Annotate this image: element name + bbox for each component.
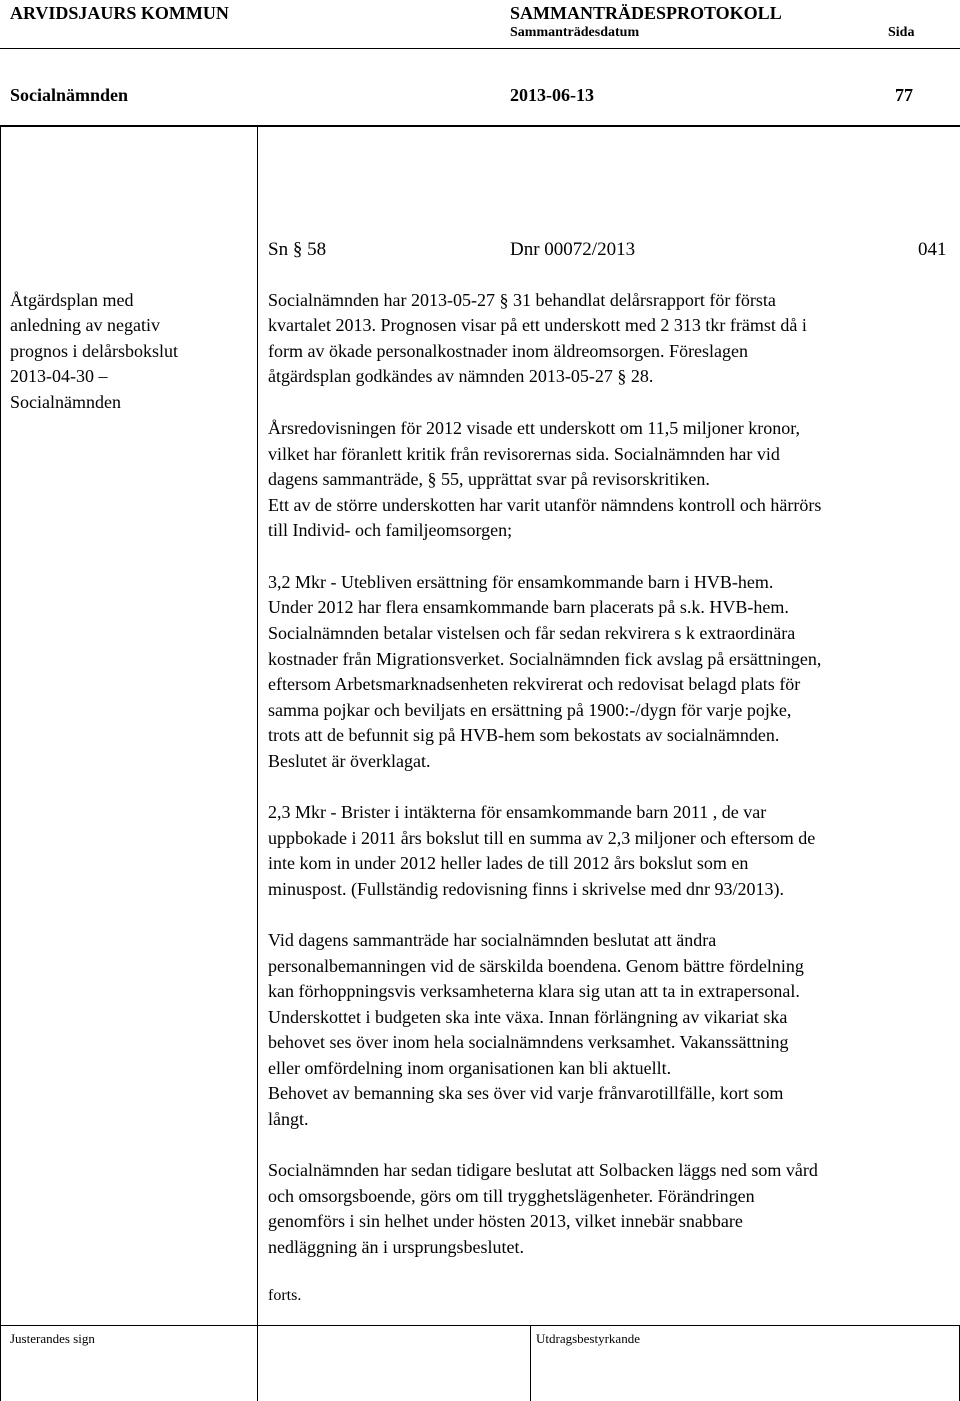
body-line: nedläggning än i ursprungsbeslutet.	[268, 1237, 524, 1257]
body-line: dagens sammanträde, § 55, upprättat svar på revisorskritiken.	[268, 469, 710, 489]
body-line: Under 2012 har flera ensamkommande barn placerats på s.k. HVB-hem.	[268, 597, 789, 617]
body-line: Ett av de större underskotten har varit utanför nämndens kontroll och härrörs	[268, 495, 822, 515]
committee-name: Socialnämnden	[10, 85, 129, 105]
body-line: och omsorgsboende, görs om till trygghetslägenheter. Förändringen	[268, 1186, 755, 1206]
body-line: Vid dagens sammanträde har socialnämnden beslutat att ändra	[268, 930, 717, 950]
page-number: 77	[895, 85, 913, 105]
body-line: kvartalet 2013. Prognosen visar på ett underskott med 2 313 tkr främst då i	[268, 315, 807, 335]
body-line: till Individ- och familjeomsorgen;	[268, 520, 513, 540]
body-line: genomförs i sin helhet under hösten 2013, vilket innebär snabbare	[268, 1211, 743, 1231]
body-line: kostnader från Migrationsverket. Socialnämnden fick avslag på ersättningen,	[268, 649, 822, 669]
body-line: Underskottet i budgeten ska inte växa. Innan förlängning av vikariat ska	[268, 1007, 788, 1027]
sidebar-title-line: 2013-04-30 –	[10, 366, 108, 386]
body-line: kan förhoppningsvis verksamheterna klara sig utan att ta in extrapersonal.	[268, 981, 800, 1001]
footer-top-rule	[0, 1325, 960, 1326]
body-line: Beslutet är överklagat.	[268, 751, 431, 771]
footer-divider	[257, 1325, 258, 1401]
body-line: Årsredovisningen för 2012 visade ett underskott om 11,5 miljoner kronor,	[268, 418, 801, 438]
meeting-date: 2013-06-13	[510, 85, 594, 105]
body-line: vilket har föranlett kritik från revisorernas sida. Socialnämnden har vid	[268, 444, 780, 464]
body-line: Socialnämnden har sedan tidigare beslutat att Solbacken läggs ned som vård	[268, 1160, 818, 1180]
date-label: Sammanträdesdatum	[510, 25, 640, 40]
body-line: eftersom Arbetsmarknadsenheten rekvirerat och redovisat belagd plats för	[268, 674, 801, 694]
body-line: Socialnämnden betalar vistelsen och får sedan rekvirera s k extraordinära	[268, 623, 796, 643]
body-line: behovet ses över inom hela socialnämndens verksamhet. Vakanssättning	[268, 1032, 789, 1052]
continuation-note: forts.	[268, 1287, 302, 1304]
header-top-rule	[0, 48, 960, 49]
body-line: trots att de befunnit sig på HVB-hem som bekostats av socialnämnden.	[268, 725, 780, 745]
header-bottom-rule	[0, 125, 960, 127]
municipality-name: ARVIDSJAURS KOMMUN	[10, 3, 229, 23]
sidebar-left-border	[0, 125, 1, 1325]
body-line: 3,2 Mkr - Utebliven ersättning för ensamkommande barn i HVB-hem.	[268, 572, 774, 592]
section-number: Sn § 58	[268, 239, 327, 260]
body-line: uppbokade i 2011 års bokslut till en summa av 2,3 miljoner och eftersom de	[268, 828, 816, 848]
sidebar-title-line: anledning av negativ	[10, 315, 160, 335]
body-line: långt.	[268, 1109, 309, 1129]
footer-extract-label: Utdragsbestyrkande	[536, 1331, 640, 1346]
sidebar-title-line: prognos i delårsbokslut	[10, 341, 178, 361]
body-line: Socialnämnden har 2013-05-27 § 31 behandlat delårsrapport för första	[268, 290, 776, 310]
sidebar-title-line: Åtgärdsplan med	[10, 290, 134, 310]
body-line: personalbemanningen vid de särskilda boendena. Genom bättre fördelning	[268, 956, 804, 976]
document-title: SAMMANTRÄDESPROTOKOLL	[510, 3, 782, 23]
body-line: 2,3 Mkr - Brister i intäkterna för ensamkommande barn 2011 , de var	[268, 802, 767, 822]
body-line: samma pojkar och beviljats en ersättning på 1900:-/dygn för varje pojke,	[268, 700, 792, 720]
case-dnr: Dnr 00072/2013	[510, 239, 636, 260]
footer-sign-label: Justerandes sign	[10, 1331, 95, 1346]
page-label: Sida	[888, 25, 915, 40]
case-code: 041	[918, 239, 947, 260]
body-line: inte kom in under 2012 heller lades de till 2012 års bokslut som en	[268, 853, 749, 873]
body-line: minuspost. (Fullständig redovisning finns i skrivelse med dnr 93/2013).	[268, 879, 784, 899]
sidebar-right-border	[257, 125, 258, 1325]
footer-divider	[530, 1325, 531, 1401]
body-line: åtgärdsplan godkändes av nämnden 2013-05-27 § 28.	[268, 366, 654, 386]
body-line: eller omfördelning inom organisationen kan bli aktuellt.	[268, 1058, 672, 1078]
body-line: Behovet av bemanning ska ses över vid varje frånvarotillfälle, kort som	[268, 1083, 784, 1103]
body-line: form av ökade personalkostnader inom äldreomsorgen. Föreslagen	[268, 341, 749, 361]
footer-left-border	[0, 1325, 1, 1401]
sidebar-title-line: Socialnämnden	[10, 392, 121, 412]
